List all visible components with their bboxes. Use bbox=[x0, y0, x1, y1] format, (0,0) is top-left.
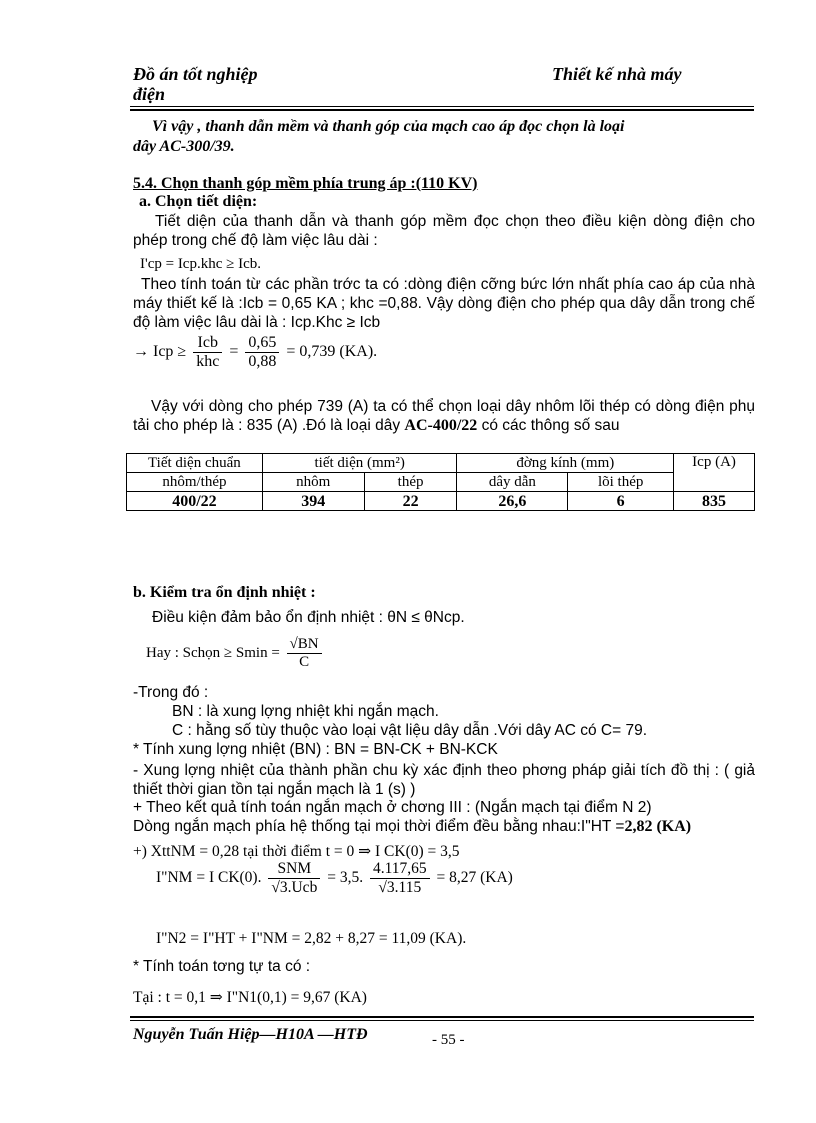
cell-icp: 835 bbox=[674, 492, 755, 511]
xung-luong: * Tính xung lợng nhiệt (BN) : BN = BN-CK + BN-KCK bbox=[133, 741, 498, 758]
formula-schon bbox=[146, 636, 325, 671]
fraction-value-den: 0,88 bbox=[248, 353, 277, 370]
formula-schon-prefix: Hay : Schọn ≥ Smin = bbox=[146, 644, 280, 661]
fraction-bn-num: √BN bbox=[287, 636, 322, 654]
section-heading: 5.4. Chọn thanh góp mềm phía trung áp :(110 KV) bbox=[133, 175, 478, 192]
inm-lhs: I"NM = I CK(0). bbox=[156, 869, 262, 887]
th-std-2: nhôm/thép bbox=[127, 473, 263, 492]
dong-ngan-mach bbox=[133, 818, 691, 836]
footer-rule-1 bbox=[130, 1016, 754, 1018]
fraction-inm-values bbox=[370, 860, 430, 897]
header-rule-1 bbox=[130, 106, 754, 107]
header-rule-2 bbox=[130, 109, 754, 111]
cell-nhom: 394 bbox=[262, 492, 364, 511]
cell-thep: 22 bbox=[364, 492, 457, 511]
xttnm-line: +) XttNM = 0,28 tại thời điểm t = 0 ⇒ I CK(0) = 3,5 bbox=[133, 843, 460, 860]
formula-icp: I'cp = Icp.khc ≥ Icb. bbox=[140, 256, 262, 272]
dong-ngan-mach-prefix: Dòng ngắn mạch phía hệ thống tại mọi thời điểm đều bằng nhau:I"HT = bbox=[133, 818, 625, 835]
inm-result: = 8,27 (KA) bbox=[436, 869, 513, 887]
fraction-value-num: 0,65 bbox=[245, 334, 279, 353]
intro-line1: Vì vậy , thanh dẫn mềm và thanh góp của mạch cao áp đọc chọn là loại bbox=[152, 118, 625, 135]
theo-ket-qua: + Theo kết quả tính toán ngắn mạch ở chơng III : (Ngắn mạch tại điểm N 2) bbox=[133, 799, 652, 816]
intro-line2-prefix: dây bbox=[133, 138, 160, 155]
formula2-result: = 0,739 bbox=[286, 343, 336, 361]
c-definition: C : hằng số tùy thuộc vào loại vật liệu dây dẫn .Với dây AC có C= 79. bbox=[172, 722, 648, 739]
fraction-inm-num: 4.117,65 bbox=[370, 860, 430, 879]
cond-on-dinh: Điều kiện đảm bảo ổn định nhiệt : θN ≤ θNcp. bbox=[152, 609, 465, 626]
para-theo-tinh-toan: Theo tính toán từ các phần trớc ta có :dòng điện cỡng bức lớn nhất phía cao áp của nhà máy thiết kế là :Icb = 0,65 KA ; khc =0,88. Vậy dòng điện cho phép qua dây dẫn trong chế độ làm việc lâu dài là : Icp.Khc ≥ Icb bbox=[133, 276, 755, 331]
th-area: tiết diện (mm²) bbox=[262, 454, 457, 473]
page-number: - 55 - bbox=[432, 1032, 465, 1048]
formula-icp-ratio: → Icp ≥ $\frac{\text{Icb}}{\text{khc}}$ = $\frac{0,65}{0,88}$ = 0,739 (KA). bbox=[133, 334, 378, 370]
footer-author: Nguyễn Tuấn Hiệp—H10A —HTĐ bbox=[133, 1026, 368, 1043]
fraction-icb-khc bbox=[193, 334, 222, 371]
dong-ngan-mach-value: 2,82 (KA) bbox=[624, 818, 692, 835]
fraction-snm bbox=[268, 860, 320, 897]
table-subheader-row bbox=[127, 473, 755, 492]
inm-mid: = 3,5. bbox=[327, 869, 364, 887]
header-left-title-cont: điện bbox=[133, 84, 166, 104]
para-chon-day-prefix: Vậy với dòng cho phép 739 (A) ta có thể chọn loại dây nhôm lõi thép có dòng điện phụ tải cho phép là : 835 (A) .Đó là loại dây bbox=[133, 398, 755, 434]
formula2-unit: (KA). bbox=[339, 343, 378, 361]
formula-inm bbox=[156, 860, 513, 897]
table-row bbox=[127, 492, 755, 511]
fraction-snm-num: SNM bbox=[268, 860, 320, 879]
cell-std: 400/22 bbox=[127, 492, 263, 511]
fraction-bn-c bbox=[287, 636, 322, 671]
in2-line: I"N2 = I"HT + I"NM = 2,82 + 8,27 = 11,09 (KA). bbox=[156, 930, 467, 947]
footer-rule-2 bbox=[130, 1020, 754, 1021]
para-chon-day bbox=[133, 397, 755, 435]
cell-day-dan: 26,6 bbox=[457, 492, 568, 511]
fraction-c-den: C bbox=[299, 654, 310, 670]
para-chon-day-bold: AC-400/22 bbox=[404, 417, 478, 434]
header-right-title: Thiết kế nhà máy bbox=[552, 64, 682, 84]
th-loi-thep: lõi thép bbox=[568, 473, 674, 492]
para-chon-day-suffix: có các thông số sau bbox=[477, 417, 620, 434]
th-diameter: đờng kính (mm) bbox=[457, 454, 674, 473]
th-std: Tiết diện chuẩn bbox=[127, 454, 263, 473]
table-header-row bbox=[127, 454, 755, 473]
para-tiet-dien: Tiết diện của thanh dẫn và thanh góp mềm đọc chọn theo điều kiện dòng điện cho phép trong chế độ làm việc lâu dài : bbox=[133, 213, 755, 249]
subsection-b-heading: b. Kiểm tra ổn định nhiệt : bbox=[133, 584, 316, 601]
th-day-dan: dây dẫn bbox=[457, 473, 568, 492]
fraction-khc-den: khc bbox=[196, 353, 220, 370]
tinh-toan-tuong-tu: * Tính toán tơng tự ta có : bbox=[133, 958, 311, 975]
fraction-icb-num: Icb bbox=[193, 334, 222, 353]
formula2-lhs: → Icp ≥ bbox=[133, 343, 187, 361]
trong-do: -Trong đó : bbox=[133, 684, 209, 701]
tai-line: Tại : t = 0,1 ⇒ I"N1(0,1) = 9,67 (KA) bbox=[133, 989, 367, 1006]
cell-loi-thep: 6 bbox=[568, 492, 674, 511]
fraction-inm-den: √3.115 bbox=[378, 879, 422, 896]
subsection-a-heading: a. Chọn tiết diện: bbox=[139, 193, 258, 210]
chu-ky: - Xung lợng nhiệt của thành phần chu kỳ xác định theo phơng pháp giải tích đồ thị : ( giả thiết thời gian tồn tại ngắn mạch là 1 (s) ) bbox=[133, 762, 755, 798]
th-nhom: nhôm bbox=[262, 473, 364, 492]
header-left-title: Đồ án tốt nghiệp bbox=[133, 64, 258, 84]
intro-line2-bold: AC-300/39. bbox=[159, 138, 235, 155]
th-icp: Icp (A) bbox=[674, 454, 755, 492]
intro-line2 bbox=[133, 138, 235, 156]
bn-definition: BN : là xung lợng nhiệt khi ngắn mạch. bbox=[172, 703, 439, 720]
fraction-ucb-den: √3.Ucb bbox=[271, 879, 318, 896]
th-thep: thép bbox=[364, 473, 457, 492]
fraction-values bbox=[245, 334, 279, 371]
conductor-spec-table bbox=[126, 453, 755, 511]
